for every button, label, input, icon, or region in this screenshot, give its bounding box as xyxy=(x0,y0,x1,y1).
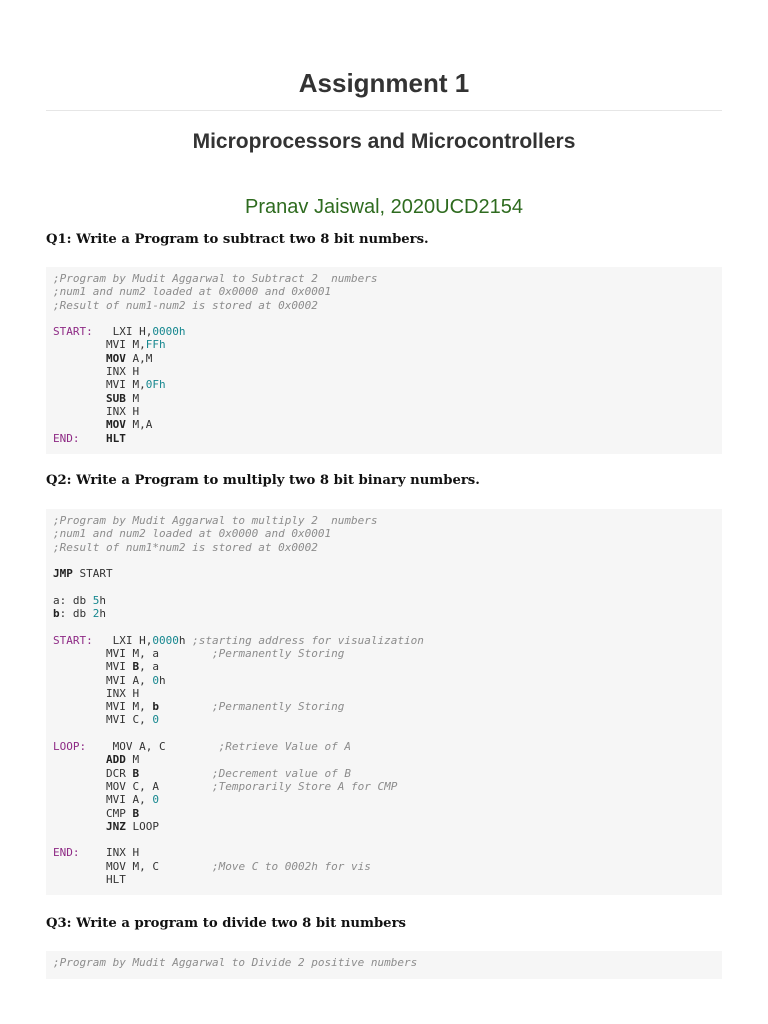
code-keyword: B xyxy=(132,660,140,674)
code-text: M,A xyxy=(125,418,153,432)
code-line xyxy=(53,541,722,554)
code-text: INX H xyxy=(53,365,140,379)
code-line xyxy=(53,378,722,391)
code-line xyxy=(53,620,722,633)
code-number: 2 xyxy=(92,607,100,621)
code-text: M xyxy=(125,391,140,405)
code-text: MOV A, C xyxy=(86,740,219,754)
code-line xyxy=(53,607,722,620)
code-line xyxy=(53,767,722,780)
author-line: Pranav Jaiswal, 2020UCD2154 xyxy=(245,196,523,218)
code-label: START: xyxy=(53,633,93,647)
code-number: 0 xyxy=(152,673,159,687)
code-text xyxy=(53,753,106,766)
code-keyword: B xyxy=(132,766,140,780)
code-text: A,M xyxy=(125,351,153,365)
code-comment: ;Retrieve Value of A xyxy=(218,740,352,754)
code-text: CMP xyxy=(53,806,133,820)
code-text: INX H xyxy=(79,846,140,860)
code-keyword: ADD xyxy=(105,753,126,767)
code-line xyxy=(53,793,722,806)
code-text: INX H xyxy=(53,404,140,418)
code-number: 5 xyxy=(92,593,100,607)
code-line xyxy=(53,418,722,431)
code-keyword: b xyxy=(53,607,60,621)
code-line xyxy=(53,753,722,766)
code-text: MVI M, xyxy=(53,338,146,352)
code-keyword: MOV xyxy=(105,351,126,365)
page-title: Assignment 1 xyxy=(298,68,470,98)
code-keyword: MOV xyxy=(105,418,126,432)
code-text: MVI xyxy=(53,660,133,674)
code-text: START xyxy=(72,567,113,581)
code-comment: ;Program by Mudit Aggarwal to multiply 2 numbers xyxy=(53,514,378,527)
question-2-heading: Q2: Write a Program to multiply two 8 bit binary numbers. xyxy=(46,473,480,488)
code-text: INX H xyxy=(53,686,140,700)
code-text: a: db xyxy=(53,593,93,607)
code-line xyxy=(53,727,722,740)
code-text: : db xyxy=(59,607,93,621)
code-comment: ;Permanently Storing xyxy=(211,646,345,660)
code-line xyxy=(53,594,722,607)
code-comment: ;starting address for visualization xyxy=(192,633,424,647)
code-text: MVI M, xyxy=(53,700,153,714)
code-line xyxy=(53,527,722,540)
code-text: MVI M, a xyxy=(53,646,212,660)
code-comment: ;Result of num1*num2 is stored at 0x0002 xyxy=(53,540,318,554)
code-keyword: b xyxy=(152,700,159,714)
code-number: 0Fh xyxy=(145,378,166,392)
code-line xyxy=(53,846,722,859)
code-line xyxy=(53,660,722,673)
code-line xyxy=(53,956,722,969)
code-line xyxy=(53,554,722,567)
code-label: END: xyxy=(53,431,80,445)
code-text: , a xyxy=(139,660,159,674)
code-line xyxy=(53,567,722,580)
code-text: LOOP xyxy=(125,819,159,833)
code-line xyxy=(53,674,722,687)
code-line xyxy=(53,325,722,338)
code-line xyxy=(53,365,722,378)
code-line xyxy=(53,285,722,298)
code-text: MVI M, xyxy=(53,378,146,392)
page-subtitle: Microprocessors and Microcontrollers xyxy=(192,130,576,153)
code-line xyxy=(53,833,722,846)
code-comment: ;Program by Mudit Aggarwal to Divide 2 positive numbers xyxy=(53,956,418,969)
code-number: 0000h xyxy=(152,325,186,339)
code-text xyxy=(159,700,212,713)
code-line xyxy=(53,873,722,886)
code-text: MOV C, A xyxy=(53,779,212,793)
code-number: 0 xyxy=(152,793,159,807)
code-keyword: JNZ xyxy=(105,819,126,833)
code-text: LXI H, xyxy=(92,633,153,647)
code-text: MOV M, C xyxy=(53,859,212,873)
code-comment: ;Decrement value of B xyxy=(211,766,352,780)
code-line xyxy=(53,352,722,365)
code-number: FFh xyxy=(145,338,166,352)
code-line xyxy=(53,820,722,833)
code-keyword: B xyxy=(132,806,140,820)
code-line xyxy=(53,392,722,405)
code-line xyxy=(53,634,722,647)
code-number: 0 xyxy=(152,713,159,727)
code-text: h xyxy=(99,593,106,607)
code-text: h xyxy=(178,633,193,647)
code-keyword: JMP xyxy=(53,567,73,581)
code-comment: ;num1 and num2 loaded at 0x0000 and 0x0001 xyxy=(53,527,332,541)
code-line xyxy=(53,860,722,873)
code-line xyxy=(53,312,722,325)
code-text xyxy=(80,432,107,445)
code-line xyxy=(53,514,722,527)
code-text: HLT xyxy=(53,873,126,887)
code-line xyxy=(53,272,722,285)
code-line xyxy=(53,405,722,418)
code-text: MVI A, xyxy=(53,673,153,687)
code-line xyxy=(53,780,722,793)
code-line xyxy=(53,647,722,660)
code-keyword: SUB xyxy=(105,391,126,405)
code-text: M xyxy=(125,753,140,767)
code-text xyxy=(139,767,212,780)
code-text: MVI C, xyxy=(53,713,153,727)
question-1-code-block xyxy=(46,267,722,454)
code-comment: ;Program by Mudit Aggarwal to Subtract 2 numbers xyxy=(53,272,378,285)
code-text: h xyxy=(99,607,106,621)
code-keyword: HLT xyxy=(106,431,126,445)
code-comment: ;num1 and num2 loaded at 0x0000 and 0x0001 xyxy=(53,285,332,299)
code-label: LOOP: xyxy=(53,740,87,754)
question-3-heading: Q3: Write a program to divide two 8 bit numbers xyxy=(46,916,406,931)
code-line xyxy=(53,299,722,312)
code-comment: ;Result of num1-num2 is stored at 0x0002 xyxy=(53,298,318,312)
code-line xyxy=(53,432,722,445)
question-3-code-block xyxy=(46,951,722,979)
code-line xyxy=(53,687,722,700)
title-divider xyxy=(46,110,722,111)
code-label: END: xyxy=(53,846,80,860)
code-text: MVI A, xyxy=(53,793,153,807)
code-text xyxy=(53,392,106,405)
code-text xyxy=(53,352,106,365)
code-line xyxy=(53,713,722,726)
code-text: DCR xyxy=(53,766,133,780)
question-1-heading: Q1: Write a Program to subtract two 8 bit numbers. xyxy=(46,232,429,247)
code-text: h xyxy=(158,673,166,687)
code-line xyxy=(53,807,722,820)
code-comment: ;Temporarily Store A for CMP xyxy=(211,779,398,793)
code-line xyxy=(53,338,722,351)
code-label: START: xyxy=(53,325,93,339)
code-comment: ;Permanently Storing xyxy=(211,700,345,714)
code-line xyxy=(53,580,722,593)
code-line xyxy=(53,700,722,713)
code-line xyxy=(53,740,722,753)
code-text xyxy=(53,418,106,431)
code-text: LXI H, xyxy=(92,325,153,339)
question-2-code-block xyxy=(46,509,722,895)
code-text xyxy=(53,820,106,833)
code-number: 0000 xyxy=(152,633,179,647)
code-comment: ;Move C to 0002h for vis xyxy=(211,859,371,873)
